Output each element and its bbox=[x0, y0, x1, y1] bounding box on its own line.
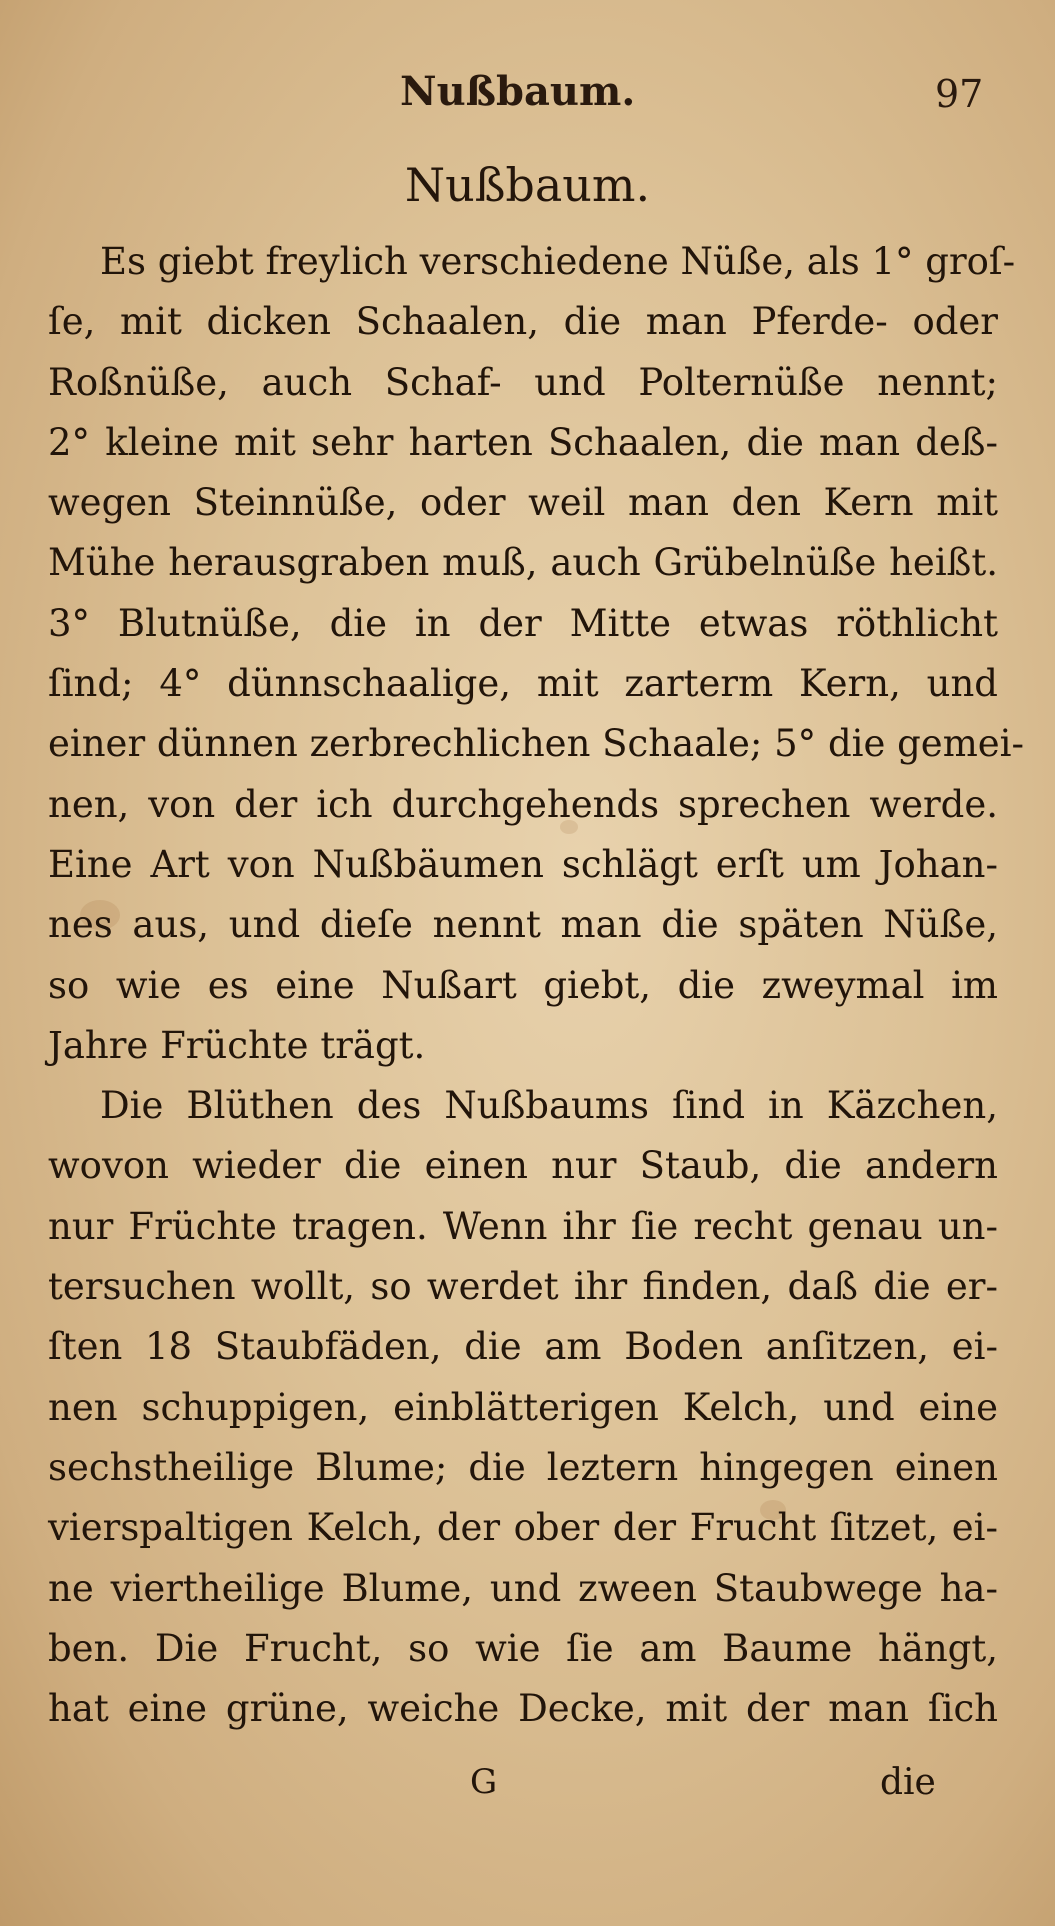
text-line: Jahre Früchte trägt. bbox=[48, 1023, 426, 1067]
paragraph-1 bbox=[48, 232, 1025, 1076]
text-line: wegen Steinnüße, oder weil man den Kern mit bbox=[48, 481, 998, 525]
catchword: die bbox=[880, 1762, 936, 1803]
text-line: so wie es eine Nußart giebt, die zweymal im bbox=[48, 963, 998, 1007]
text-line: nen, von der ich durchgehends sprechen werde. bbox=[48, 782, 998, 826]
text-line: Eine Art von Nußbäumen schlägt erſt um Johan- bbox=[48, 842, 998, 886]
text-line: tersuchen wollt, so werdet ihr finden, daß die er- bbox=[48, 1265, 998, 1309]
page-header bbox=[0, 62, 1055, 122]
text-line: ſten 18 Staubfäden, die am Boden anſitzen, ei- bbox=[48, 1325, 998, 1369]
text-line: nes aus, und dieſe nennt man die späten Nüße, bbox=[48, 903, 998, 947]
running-title: Nußbaum. bbox=[400, 68, 636, 115]
text-line: wovon wieder die einen nur Staub, die andern bbox=[48, 1144, 998, 1188]
text-line: ſind; 4° dünnschaalige, mit zarterm Kern, und bbox=[48, 662, 998, 706]
text-line: nen schuppigen, einblätterigen Kelch, und eine bbox=[48, 1385, 998, 1429]
text-line: Es giebt freylich verschiedene Nüße, als 1° groſ- bbox=[100, 240, 1016, 283]
text-line: hat eine grüne, weiche Decke, mit der man ſich bbox=[48, 1687, 998, 1731]
text-line: Mühe herausgraben muß, auch Grübelnüße heißt. bbox=[48, 541, 998, 585]
text-line: nur Früchte tragen. Wenn ihr ſie recht genau un- bbox=[48, 1204, 998, 1248]
text-line: vierspaltigen Kelch, der ober der Frucht ſitzet, ei- bbox=[48, 1506, 998, 1550]
signature-mark: G bbox=[470, 1762, 498, 1802]
body-text bbox=[48, 232, 1025, 1739]
text-line: sechstheilige Blume; die leztern hingegen einen bbox=[48, 1445, 998, 1489]
text-line: Die Blüthen des Nußbaums ſind in Käzchen, bbox=[100, 1084, 998, 1128]
section-title: Nußbaum. bbox=[404, 158, 651, 212]
text-line: 3° Blutnüße, die in der Mitte etwas röthlicht bbox=[48, 601, 998, 645]
text-line: ben. Die Frucht, so wie ſie am Baume hängt, bbox=[48, 1626, 998, 1670]
text-line: einer dünnen zerbrechlichen Schaale; 5° die gemei- bbox=[48, 722, 1025, 766]
text-line: Roßnüße, auch Schaf- und Polternüße nennt; bbox=[48, 360, 998, 404]
text-line: ſe, mit dicken Schaalen, die man Pferde- oder bbox=[48, 300, 998, 344]
text-line: 2° kleine mit sehr harten Schaalen, die man deß- bbox=[48, 420, 998, 464]
page-footer bbox=[0, 1762, 1055, 1812]
paragraph-2 bbox=[48, 1076, 998, 1739]
text-line: ne viertheilige Blume, und zween Staubwege ha- bbox=[48, 1566, 998, 1610]
page-number: 97 bbox=[935, 72, 984, 116]
